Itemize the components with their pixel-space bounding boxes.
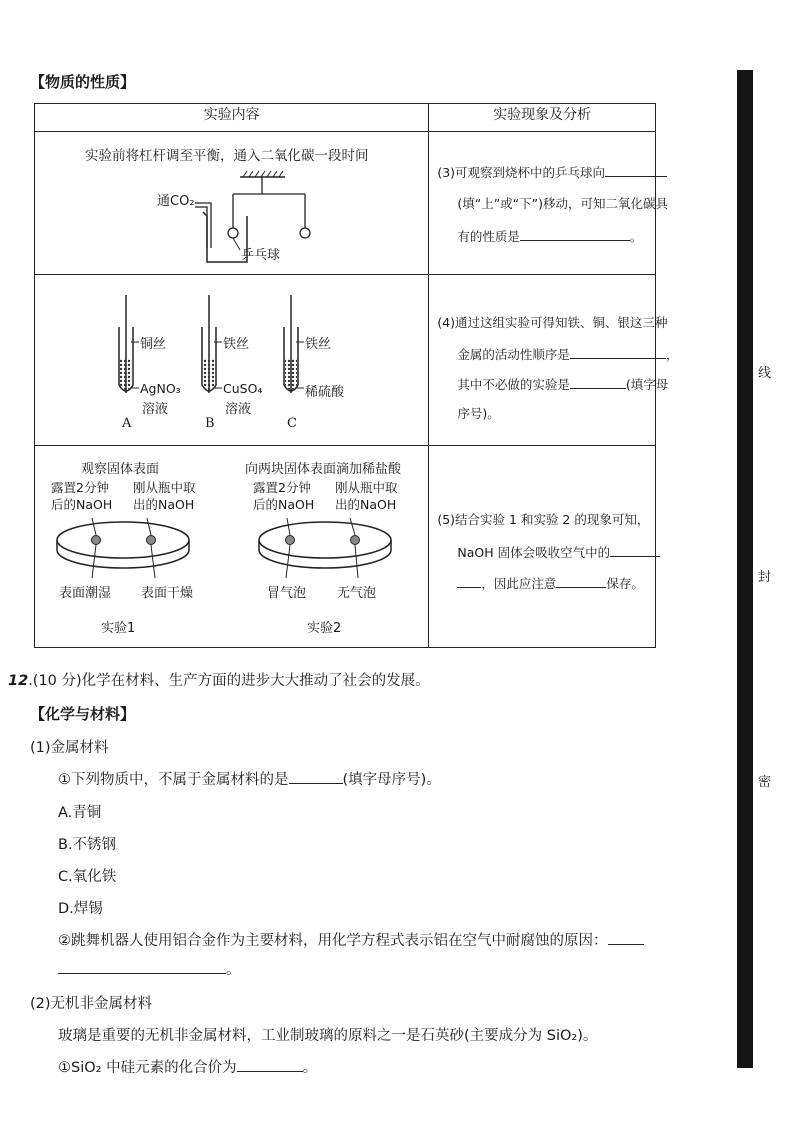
experiment-table	[34, 103, 679, 648]
q12-3-text: ①SiO₂ 中硅元素的化合价为	[58, 1060, 237, 1076]
q3-line2: (填“上”或“下”)移动，可知二氧化碳具	[457, 196, 669, 211]
q12-intro: 12.(10 分)化学在材料、生产方面的进步大大推动了社会的发展。	[8, 673, 430, 689]
q12-3-blank[interactable]	[237, 1057, 303, 1072]
exp1-obs-a: 表面潮湿	[59, 586, 112, 601]
q12-1-tail: (填字母序号)。	[342, 772, 441, 788]
row2-content	[35, 275, 429, 446]
tube-a-letter: A	[122, 416, 132, 431]
exp1-title: 观察固体表面	[81, 462, 160, 477]
tube-b-wire: 铁丝	[223, 337, 250, 352]
test-tubes-figure	[35, 275, 429, 445]
q5-blank-absorb-cont[interactable]	[457, 573, 481, 588]
q4-comma: ，	[665, 347, 679, 362]
q4-blank-order[interactable]	[570, 344, 666, 359]
q12-1-blank[interactable]	[289, 769, 343, 784]
q12-2-end: 。	[226, 962, 241, 978]
tube-c-letter: C	[287, 416, 297, 431]
option-b[interactable]: B.不锈钢	[58, 837, 117, 853]
q3-blank-property[interactable]	[520, 226, 630, 241]
exp1-obs-b: 表面干燥	[141, 586, 194, 601]
q12-3-end: 。	[302, 1060, 318, 1076]
q5-line3-tail: 保存。	[606, 576, 644, 591]
sub2-inorganic-materials: (2)无机非金属材料	[30, 996, 153, 1012]
binding-margin-bar	[737, 70, 753, 1068]
naoh-dish-figure	[35, 446, 429, 647]
tube-a-icon	[119, 295, 139, 393]
exp1-sample-b: 刚从瓶中取 出的NaOH	[133, 480, 196, 512]
exp2-obs-b: 无气泡	[337, 586, 377, 601]
exp1-sample-a: 露置2分钟 后的NaOH	[51, 480, 113, 512]
sub1-metal-materials: (1)金属材料	[30, 740, 109, 756]
q5-blank-storage[interactable]	[556, 573, 606, 588]
exp2-title: 向两块固体表面滴加稀盐酸	[245, 462, 402, 477]
exp2-sample-b: 刚从瓶中取 出的NaOH	[335, 480, 398, 512]
q3-line3: 有的性质是	[457, 229, 520, 244]
co2-caption: 实验前将杠杆调至平衡，通入二氧化碳一段时间	[85, 148, 369, 164]
q5-line1: (5)结合实验 1 和实验 2 的现象可知，	[437, 512, 650, 527]
margin-label-secret: 密	[758, 775, 772, 790]
section-heading-materials: 【化学与材料】	[30, 705, 136, 723]
q5-line3: ，因此应注意	[481, 576, 557, 591]
tube-c-wire: 铁丝	[305, 337, 332, 352]
q12-2-blank[interactable]	[608, 930, 644, 945]
q4-line3-tail: (填字母	[625, 377, 669, 392]
tube-c-solution: 稀硫酸	[305, 385, 345, 400]
tube-b-letter: B	[205, 416, 215, 431]
tube-a-solution: AgNO₃	[140, 381, 181, 396]
q3-line1: (3)可观察到烧杯中的乒乓球向	[437, 165, 606, 180]
option-c[interactable]: C.氧化铁	[58, 869, 117, 885]
row3-analysis	[429, 446, 656, 648]
q4-line3: 其中不必做的实验是	[457, 377, 570, 392]
row2-analysis	[429, 275, 679, 446]
header-analysis: 实验现象及分析	[429, 104, 656, 132]
label-co2: 通CO₂	[157, 194, 195, 209]
tube-b-icon	[202, 295, 222, 393]
exp2-obs-a: 冒气泡	[267, 586, 307, 601]
option-a[interactable]: A.青铜	[58, 805, 102, 821]
margin-label-line: 线	[758, 366, 772, 381]
q12-1-text: ①下列物质中，不属于金属材料的是	[58, 772, 289, 788]
lever-apparatus-figure	[35, 132, 429, 274]
q3-period: 。	[629, 229, 643, 244]
q5-blank-absorb[interactable]	[610, 542, 660, 557]
section-heading-properties: 【物质的性质】	[30, 73, 136, 91]
row1-content	[35, 132, 429, 275]
tube-b-solution2: 溶液	[225, 402, 252, 417]
tube-a-wire: 铜丝	[140, 337, 167, 352]
exp2-sample-a: 露置2分钟 后的NaOH	[253, 480, 315, 512]
q4-blank-unneeded[interactable]	[570, 374, 626, 389]
q12-number: 12	[8, 673, 29, 689]
margin-label-seal: 封	[758, 570, 772, 585]
q4-line2: 金属的活动性顺序是	[457, 347, 570, 362]
q4-line4: 序号)。	[457, 406, 500, 421]
row1-analysis	[429, 132, 669, 275]
exp2-label: 实验2	[307, 621, 342, 636]
tube-c-icon	[284, 295, 304, 393]
row3-content	[35, 446, 429, 648]
q3-blank-direction[interactable]	[605, 162, 667, 177]
option-d[interactable]: D.焊锡	[58, 901, 103, 917]
q12-2-blank-cont[interactable]	[58, 959, 226, 974]
glass-description: 玻璃是重要的无机非金属材料，工业制玻璃的原料之一是石英砂(主要成分为 SiO₂)。	[58, 1028, 598, 1044]
q4-line1: (4)通过这组实验可得知铁、铜、银这三种	[437, 315, 668, 330]
exp1-label: 实验1	[101, 621, 136, 636]
tube-a-solution2: 溶液	[142, 402, 169, 417]
q5-line2: NaOH 固体会吸收空气中的	[457, 545, 611, 560]
header-content: 实验内容	[35, 104, 429, 132]
label-pingpong: 乒乓球	[241, 248, 281, 263]
q12-2-text: ②跳舞机器人使用铝合金作为主要材料，用化学方程式表示铝在空气中耐腐蚀的原因：	[58, 933, 608, 949]
tube-b-solution: CuSO₄	[223, 381, 263, 396]
